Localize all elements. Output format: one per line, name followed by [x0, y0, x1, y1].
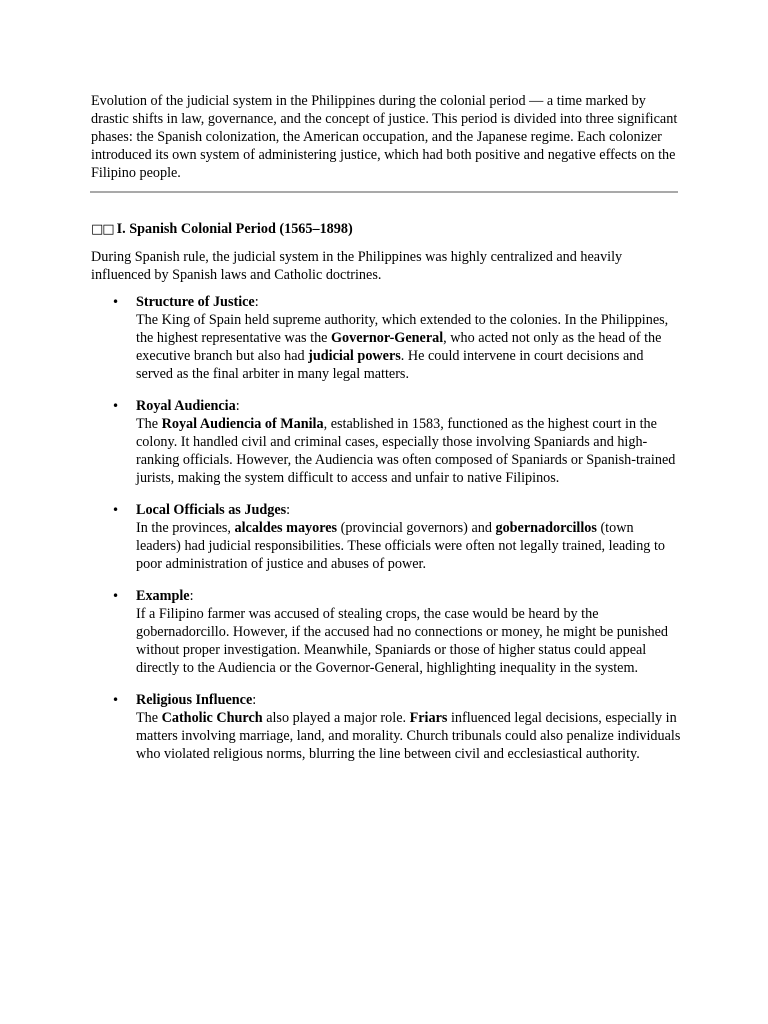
list-item: [112, 501, 681, 573]
bold-term: Catholic Church: [161, 710, 263, 726]
body-text: In the provinces,: [136, 520, 235, 536]
horizontal-rule: [90, 191, 678, 193]
item-title: Structure of Justice: [136, 294, 255, 310]
item-colon: :: [252, 692, 257, 708]
body-text: , who acted not only as the head of the executive branch but also had: [136, 330, 662, 364]
bold-term: Royal Audiencia of Manila: [161, 416, 324, 432]
bullet-icon: •: [112, 693, 120, 707]
item-body: [136, 311, 681, 383]
section-heading: [91, 220, 679, 239]
section-lead-paragraph: During Spanish rule, the judicial system in the Philippines was highly centralized and heavily influenced by Spanish laws and Catholic doctrines.: [91, 249, 623, 283]
bullet-list: [112, 293, 681, 777]
bold-term: alcaldes mayores: [234, 520, 338, 536]
intro-paragraph: Evolution of the judicial system in the Philippines during the colonial period — a time marked by drastic shifts in law, governance, and the concept of justice. This period is divided into three significant phases: the Spanish colonization, the American occupation, and the Japanese regime. Each colonizer introduced its own system of administering justice, which had both positive and negative effects on the Filipino people.: [91, 93, 678, 181]
item-body: [136, 519, 681, 573]
item-title: Local Officials as Judges: [136, 502, 287, 518]
body-text: . He could intervene in court decisions and served as the final arbiter in many legal matters.: [136, 348, 644, 382]
item-colon: :: [235, 398, 240, 414]
body-text: influenced legal decisions, especially in matters involving marriage, land, and morality. Church tribunals could also penalize individuals who violated religious norms, blurring the line between civil and ecclesiastical authority.: [136, 710, 681, 762]
bullet-icon: •: [112, 295, 120, 309]
item-body: [136, 415, 681, 487]
bold-term: Governor-General: [331, 330, 444, 346]
bullet-icon: •: [112, 503, 120, 517]
bullet-icon: •: [112, 589, 120, 603]
item-title: Example: [136, 588, 190, 604]
body-text: The: [136, 416, 162, 432]
item-colon: :: [189, 588, 194, 604]
body-text: (provincial governors) and: [337, 520, 496, 536]
bullet-icon: •: [112, 399, 120, 413]
body-text: The King of Spain held supreme authority, which extended to the colonies. In the Philippines, the highest representative was the: [136, 312, 669, 346]
body-text: , established in 1583, functioned as the highest court in the colony. It handled civil and criminal cases, especially those involving Spaniards and high-ranking officials. However, the Audiencia was often composed of Spaniards or Spanish-trained jurists, making the system difficult to access and unfair to native Filipinos.: [136, 416, 676, 486]
list-item: [112, 691, 681, 763]
body-text: The: [136, 710, 162, 726]
list-item: [112, 587, 681, 677]
bold-term: Friars: [409, 710, 448, 726]
list-item: [112, 293, 681, 383]
item-body: [136, 605, 681, 677]
item-body: [136, 709, 681, 763]
bold-term: gobernadorcillos: [495, 520, 597, 536]
section-title: I. Spanish Colonial Period (1565–1898): [116, 221, 353, 237]
bold-term: judicial powers: [308, 348, 401, 364]
item-colon: :: [254, 294, 259, 310]
item-title: Royal Audiencia: [136, 398, 236, 414]
body-text: (town leaders) had judicial responsibilities. These officials were often not legally trained, leading to poor administration of justice and abuses of power.: [136, 520, 665, 572]
list-item: [112, 397, 681, 487]
missing-glyph-icon: □□: [91, 222, 114, 237]
body-text: If a Filipino farmer was accused of stealing crops, the case would be heard by the gobernadorcillo. However, if the accused had no connections or money, he might be punished without proper investigation. Meanwhile, Spaniards or those of higher status could appeal directly to the Audiencia or the Governor-General, highlighting inequality in the system.: [136, 606, 668, 676]
body-text: also played a major role.: [262, 710, 410, 726]
item-title: Religious Influence: [136, 692, 253, 708]
item-colon: :: [286, 502, 291, 518]
